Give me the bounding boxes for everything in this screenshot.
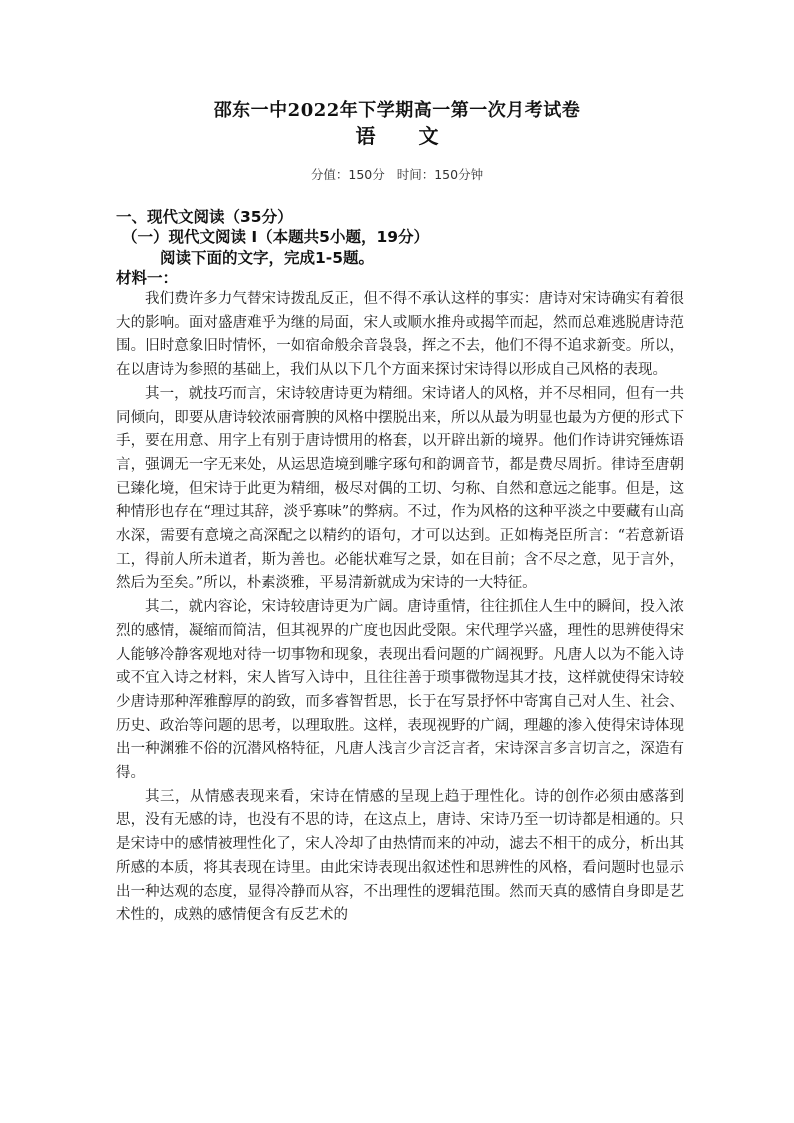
paragraph: 其三，从情感表现来看，宋诗在情感的呈现上趋于理性化。诗的创作必须由感落到思，没有无感的诗，也没有不思的诗，在这点上，唐诗、宋诗乃至一切诗都是相通的。只是宋诗中的感情被理性化了，宋人冷却了由热情而来的冲动，滤去不相干的成分，析出其所感的本质，将其表现在诗里。由此宋诗表现出叙述性和思辨性的风格，看问题时也显示出一种达观的态度，显得冷静而从容，不出理性的逻辑范围。然而天真的感情自身即是艺术性的，成熟的感情便含有反艺术的: [116, 788, 684, 924]
paragraph: 其一，就技巧而言，宋诗较唐诗更为精细。宋诗诸人的风格，并不尽相同，但有一共同倾向，即要从唐诗较浓丽膏腴的风格中摆脱出来，所以从最为明显也最为方便的形式下手，要在用意、用字上有别于唐诗惯用的格套，以开辟出新的境界。他们作诗讲究锤炼语言，强调无一字无来处，从运思造境到雕字琢句和韵调音节，都是费尽周折。律诗至唐朝已臻化境，但宋诗于此更为精细，极尽对偶的工切、匀称、自然和意远之能事。但是，这种情形也存在“理过其辞，淡乎寡味”的弊病。不过，作为风格的这种平淡之中要藏有山高水深，需要有意境之高深配之以精约的语句，才可以达到。正如梅尧臣所言：“若意新语工，得前人所未道者，斯为善也。必能状难写之景，如在目前；含不尽之意，见于言外，然后为至矣。”所以，朴素淡雅，平易清新就成为宋诗的一大特征。: [116, 385, 684, 592]
reading-instruction: 阅读下面的文字，完成1-5题。: [160, 249, 375, 267]
material-label: 材料一：: [116, 269, 179, 287]
section-heading: 一、现代文阅读（35分）: [116, 208, 293, 226]
section-subheading: （一）现代文阅读 I（本题共5小题，19分）: [122, 228, 430, 246]
exam-title: 邵东一中2022年下学期高一第一次月考试卷: [213, 100, 581, 121]
material-text: [116, 288, 684, 928]
paragraph: 其二，就内容论，宋诗较唐诗更为广阔。唐诗重情，往往抓住人生中的瞬间，投入浓烈的感情，凝缩而简洁，但其视界的广度也因此受限。宋代理学兴盛，理性的思辨使得宋人能够冷静客观地对待一切事物和现象，表现出看问题的广阔视野。凡唐人以为不能入诗或不宜入诗之材料，宋人皆写入诗中，且往往善于琐事微物逞其才技，这样就使得宋诗较少唐诗那种浑雅醇厚的韵致，而多睿智哲思，长于在写景抒怀中寄寓自己对人生、社会、历史、政治等问题的思考，以理取胜。这样，表现视野的广阔，理趣的渗入使得宋诗体现出一种渊雅不俗的沉潜风格特征，凡唐人浅言少言泛言者，宋诗深言多言切言之，深造有得。: [116, 599, 684, 782]
subject-title: 语 文: [355, 124, 457, 148]
exam-meta: [0, 165, 794, 183]
paragraph: 我们费许多力气替宋诗拨乱反正，但不得不承认这样的事实：唐诗对宋诗确实有着很大的影响。面对盛唐难乎为继的局面，宋人或顺水推舟或揭竿而起，然而总难逃脱唐诗范围。旧时意象旧时情怀，一如宿命般余音袅袅，挥之不去，他们不得不追求新变。所以，在以唐诗为参照的基础上，我们从以下几个方面来探讨宋诗得以形成自己风格的表现。: [116, 291, 684, 379]
time-label: 时间：150分钟: [396, 167, 484, 182]
score-label: 分值：150分: [310, 167, 385, 182]
